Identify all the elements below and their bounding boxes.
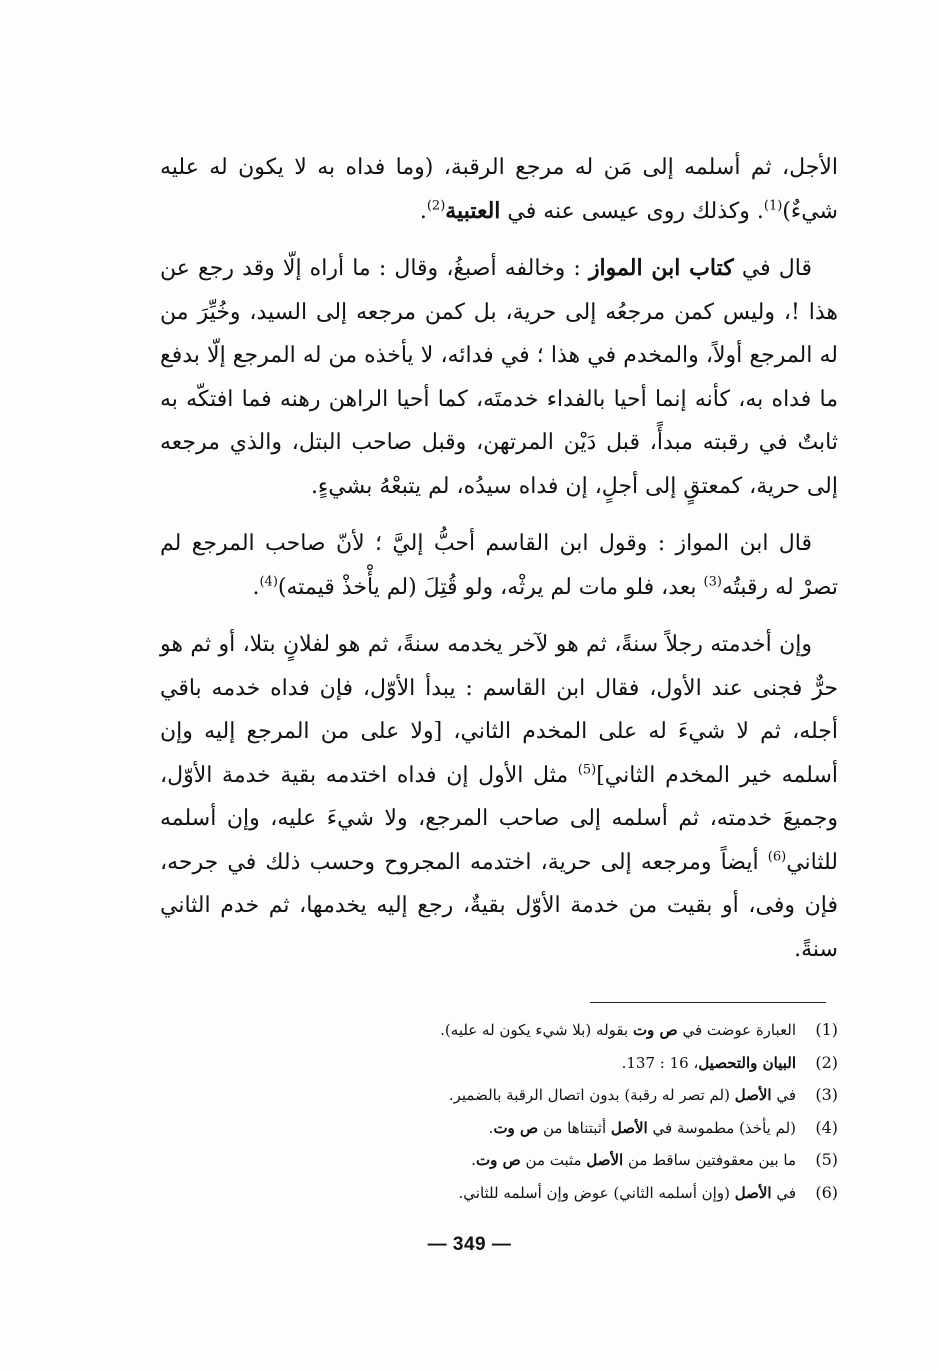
footnote-bold-term: الأصل	[734, 1086, 772, 1104]
footnote-text	[320, 1112, 796, 1145]
footnote-number: (1)	[815, 1020, 838, 1039]
footnote-text-part: .	[471, 1151, 477, 1169]
footnote-text-part: ، 16 : 137.	[621, 1053, 699, 1072]
footnote-ref-3[interactable]: (3)	[703, 574, 722, 590]
main-text	[160, 146, 838, 971]
paragraph-1	[160, 146, 838, 233]
footnote-bold-term: البيان والتحصيل	[698, 1053, 796, 1072]
footnote-number: (4)	[815, 1117, 838, 1137]
footnote-text	[320, 1079, 796, 1112]
footnote-text	[320, 1177, 796, 1210]
footnote-ref-2[interactable]: (2)	[426, 198, 446, 214]
footnote-ref-1[interactable]: (1)	[763, 198, 783, 214]
footnote-number: (5)	[815, 1150, 838, 1169]
p2-bold-term: كتاب ابن المواز	[588, 255, 734, 281]
footnote-bold-term: الأصل	[586, 1151, 624, 1169]
paragraph-3	[160, 522, 838, 609]
footnote-text-part: ما بين معقوفتين ساقط من	[623, 1151, 796, 1169]
footnote-ref-5[interactable]: (5)	[577, 762, 597, 778]
footnote-number: (6)	[815, 1182, 838, 1202]
p2-text-b: : وخالفه أصبغُ، وقال : ما أراه إلّا وقد رجع عن هذا !، وليس كمن مرجعُه إلى حرية، بل كمن مرجعه إلى السيد، وخُيِّرَ من له المرجع أولاً، والمخدم في هذا ؛ في فدائه، لا يأخذه من له المرجع إلّا بدفع ما فداه به، كأنه إنما أحيا بالفداء خدمتَه، كما أحيا الراهن رهنه فما افتكّه به ثابتٌ في رقبته مبدأً، قبل دَيْن المرتهن، وقبل صاحب البتل، والذي مرجعه إلى حرية، كمعتقٍ إلى أجلٍ، إن فداه سيدُه، لم يتبعْهُ بشيءٍ.	[160, 256, 838, 499]
footnote-text	[320, 1014, 796, 1047]
footnote-number: (3)	[815, 1085, 838, 1104]
footnote-item	[320, 1144, 838, 1177]
footnote-bold-term: ص وت	[632, 1021, 678, 1039]
footnote-bold-term: الأصل	[734, 1183, 772, 1202]
footnote-ref-4[interactable]: (4)	[259, 574, 278, 590]
footnotes-list	[320, 1014, 838, 1209]
footnote-ref-6[interactable]: (6)	[767, 849, 787, 865]
p3-text-b: بعد، فلو مات لم يرثْه، ولو قُتِلَ (لم يأْخذْ قيمته)	[277, 574, 704, 600]
footnote-item	[320, 1047, 838, 1080]
footnote-text-part: (وإن أسلمه الثاني) عوض وإن أسلمه للثاني.	[458, 1183, 735, 1202]
footnote-text-part: (لم يأخذ) مطموسة في	[647, 1118, 796, 1137]
footnote-text	[320, 1144, 796, 1177]
page-number: — 349 —	[427, 1234, 512, 1255]
p2-text-a: قال في	[733, 256, 813, 281]
p4-text-b: مثل الأول إن فداه اختدمه بقية خدمة الأوّل، وجميعَ خدمته، ثم أسلمه إلى صاحب المرجع، ولا شيءَ عليه، وإن أسلمه للثاني	[160, 762, 838, 875]
footnote-item	[320, 1112, 838, 1145]
p1-text-b: . وكذلك روى عيسى عنه في	[500, 198, 764, 224]
footnote-divider	[590, 1002, 826, 1003]
footnote-text-part: .	[488, 1118, 494, 1137]
footnote-number: (2)	[815, 1052, 838, 1072]
footnote-bold-term: الأصل	[610, 1118, 648, 1137]
footnote-item	[320, 1014, 838, 1047]
p1-bold-term: العتبية	[445, 197, 501, 224]
footnote-item	[320, 1177, 838, 1210]
footnote-text-part: بقوله (بلا شيء يكون له عليه).	[440, 1021, 633, 1039]
paragraph-2	[160, 247, 838, 508]
footnote-bold-term: ص وت	[476, 1151, 521, 1169]
footnote-text-part: أثبتناها من	[538, 1118, 611, 1137]
footnote-text-part: (لم تصر له رقبة) بدون اتصال الرقبة بالضمير.	[448, 1086, 735, 1104]
footnote-item	[320, 1079, 838, 1112]
p3-text-c: .	[252, 574, 260, 600]
paragraph-4	[160, 623, 838, 971]
p1-text-a: الأجل، ثم أسلمه إلى مَن له مرجع الرقبة، (وما فداه به لا يكون له عليه شيءٌ)	[160, 155, 838, 224]
footnote-text-part: في	[771, 1183, 796, 1202]
footnote-text-part: العبارة عوضت في	[677, 1021, 796, 1039]
p4-text-c: أيضاً ومرجعه إلى حرية، اختدمه المجروح وحسب ذلك في جرحه، فإن وفى، أو بقيت من خدمة الأوّل بقيةٌ، رجع إليه يخدمها، ثم خدم الثاني سنةً.	[160, 849, 838, 962]
footnote-text	[320, 1047, 796, 1080]
footnote-text-part: مثبت من	[520, 1151, 587, 1169]
p1-text-c: .	[419, 198, 427, 224]
footnote-text-part: في	[771, 1086, 796, 1104]
p4-text-a: وإن أخدمته رجلاً سنةً، ثم هو لآخر يخدمه سنةً، ثم هو لفلانٍ بتلا، أو ثم هو حرٌّ فجنى عند الأول، فقال ابن القاسم : يبدأ الأوّل، فإن فداه خدمه باقي أجله، ثم لا شيءَ له على المخدم الثاني، [ولا على من المرجع إليه وإن أسلمه خير المخدم الثاني]	[160, 632, 838, 788]
p3-text-a: قال ابن المواز : وقول ابن القاسم أحبُّ إليَّ ؛ لأنّ صاحب المرجع لم تصرْ له رقبتُه	[160, 531, 838, 600]
footnote-bold-term: ص وت	[493, 1118, 539, 1137]
